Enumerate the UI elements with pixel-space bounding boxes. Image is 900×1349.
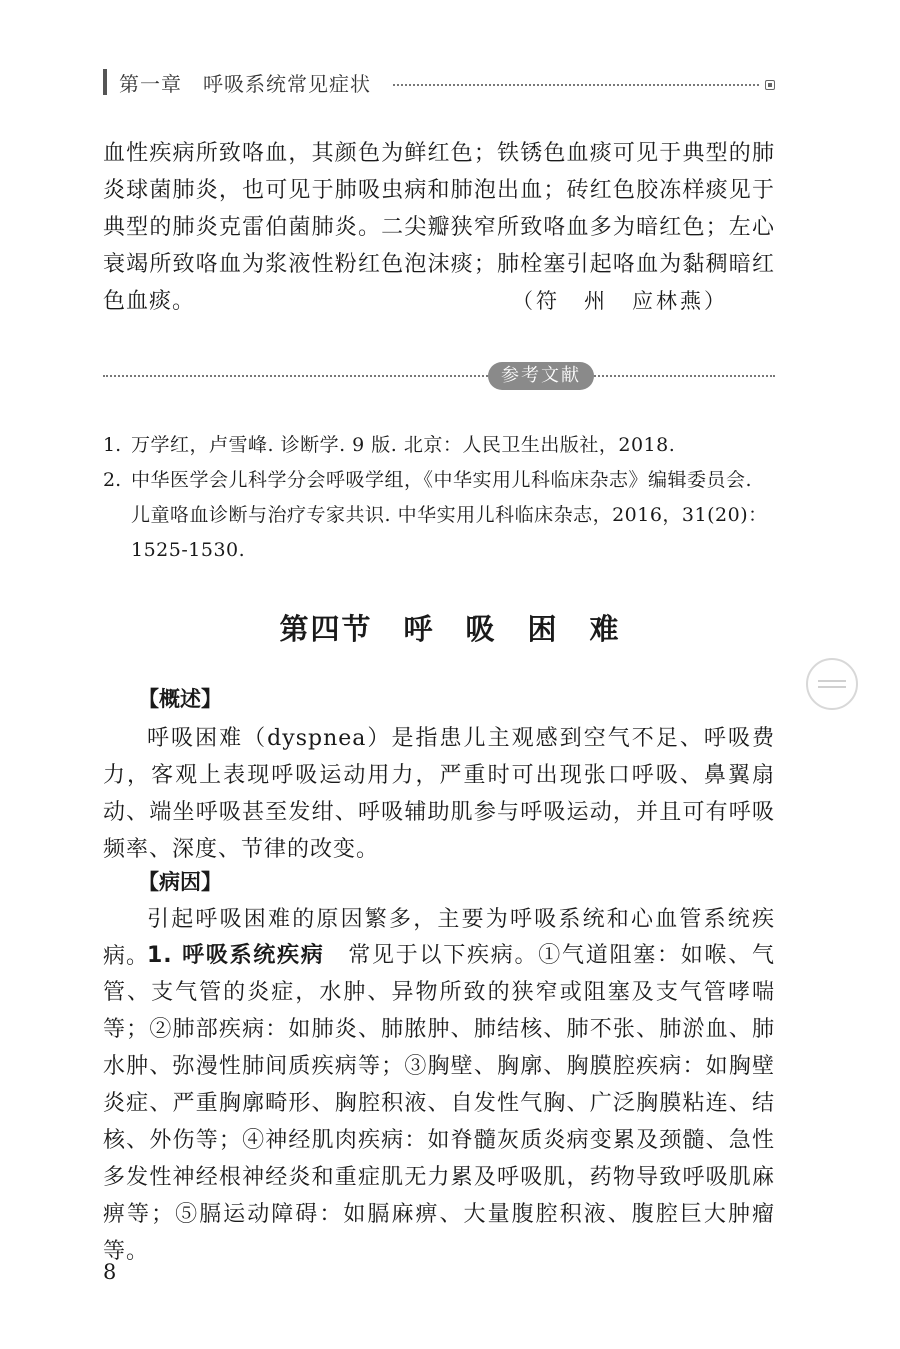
reference-item bbox=[103, 428, 775, 463]
reference-number: 2. bbox=[103, 469, 122, 491]
item-lead: 1. 呼吸系统疾病 bbox=[147, 943, 325, 968]
references-separator bbox=[103, 362, 775, 390]
item-text: 常见于以下疾病。①气道阻塞：如喉、气管、支气管的炎症，水肿、异物所致的狭窄或阻塞及支气管哮喘等；②肺部疾病：如肺炎、肺脓肿、肺结核、肺不张、肺淤血、肺水肿、弥漫性肺间质疾病等；③胸壁、胸廓、胸膜腔疾病：如胸壁炎症、严重胸廓畸形、胸腔积液、自发性气胸、广泛胸膜粘连、结核、外伤等；④神经肌肉疾病：如脊髓灰质炎病变累及颈髓、急性多发性神经根神经炎和重症肌无力累及呼吸肌，药物导致呼吸肌麻痹等；⑤膈运动障碍：如膈麻痹、大量腹腔积液、腹腔巨大肿瘤等。 bbox=[103, 943, 775, 1264]
header-end-mark bbox=[765, 80, 775, 90]
header-dotted-rule bbox=[393, 84, 759, 86]
cause-heading: 【病因】 bbox=[138, 870, 222, 894]
reference-number: 1. bbox=[103, 434, 122, 456]
page-number: 8 bbox=[103, 1260, 117, 1284]
references-heading: 参考文献 bbox=[488, 362, 594, 390]
cause-intro-paragraph: 引起呼吸困难的原因繁多，主要为呼吸系统和心血管系统疾病。 bbox=[103, 907, 775, 969]
dotted-rule bbox=[103, 375, 775, 377]
reference-list bbox=[103, 428, 775, 568]
continuation-paragraph: 血性疾病所致咯血，其颜色为鲜红色；铁锈色血痰可见于典型的肺炎球菌肺炎，也可见于肺吸虫病和肺泡出血；砖红色胶冻样痰见于典型的肺炎克雷伯菌肺炎。二尖瓣狭窄所致咯血多为暗红色；左心衰竭所致咯血为浆液性粉红色泡沫痰；肺栓塞引起咯血为黏稠暗红色血痰。 bbox=[103, 141, 775, 314]
reference-item bbox=[103, 463, 775, 568]
overview-heading: 【概述】 bbox=[138, 687, 222, 711]
author-credit: （符 州 应林燕） bbox=[512, 289, 728, 313]
reference-text: 万学红，卢雪峰. 诊断学. 9 版. 北京：人民卫生出版社，2018. bbox=[131, 434, 676, 456]
reference-text: 中华医学会儿科学分会呼吸学组，《中华实用儿科临床杂志》编辑委员会. 儿童咯血诊断与治疗专家共识. 中华实用儿科临床杂志，2016，31(20)：1525-1530. bbox=[131, 469, 768, 561]
overview-paragraph: 呼吸困难（dyspnea）是指患儿主观感到空气不足、呼吸费力，客观上表现呼吸运动用力，严重时可出现张口呼吸、鼻翼扇动、端坐呼吸甚至发绀、呼吸辅助肌参与呼吸运动，并且可有呼吸频率、深度、节律的改变。 bbox=[103, 726, 775, 862]
chapter-title: 第一章 呼吸系统常见症状 bbox=[119, 71, 371, 96]
respiratory-causes-paragraph bbox=[103, 937, 775, 1270]
running-header bbox=[103, 66, 775, 98]
header-bar bbox=[103, 69, 107, 95]
watermark-logo-icon bbox=[806, 658, 858, 710]
section-title: 第四节 呼 吸 困 难 bbox=[279, 612, 621, 646]
